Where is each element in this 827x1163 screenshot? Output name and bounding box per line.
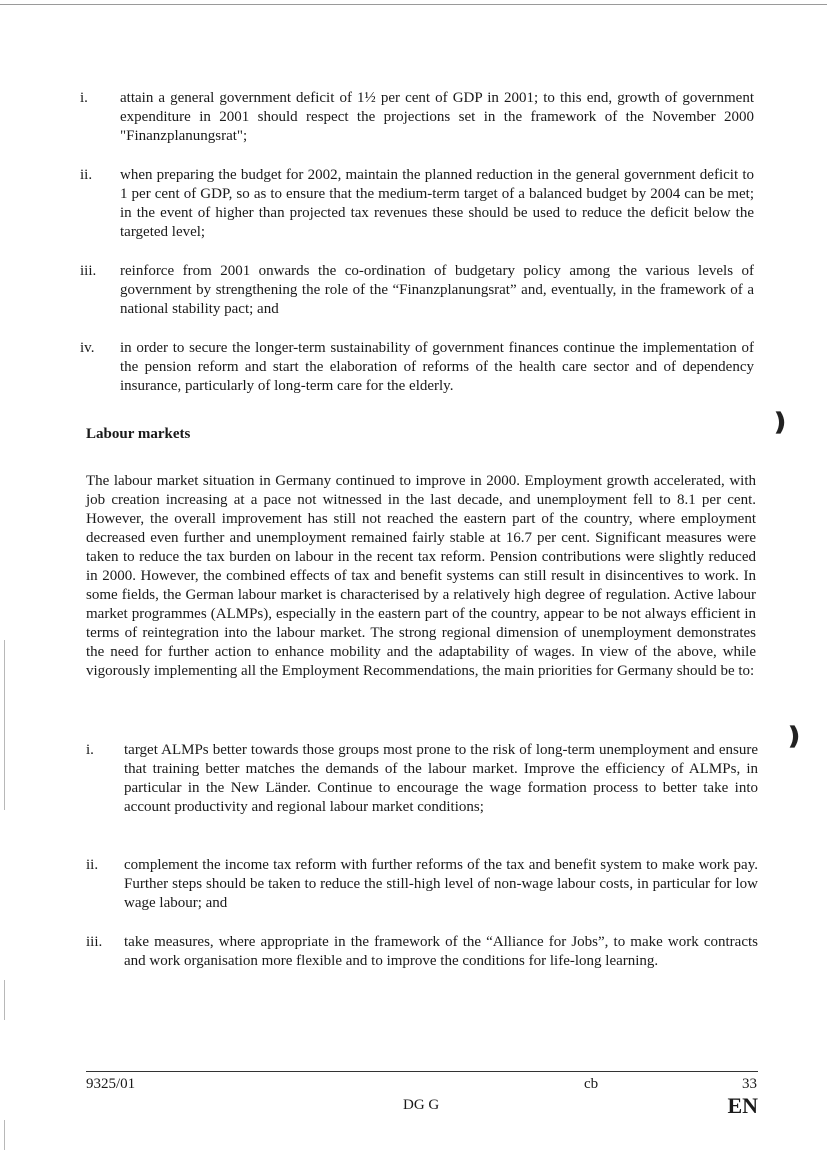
language-code: EN	[727, 1093, 758, 1118]
list-item-text: attain a general government deficit of 1½ per cent of GDP in 2001; to this end, growth of government expenditure in 2001 should respect the projections set in the framework of the November 2000 "Finanzplanungsrat";	[120, 90, 754, 144]
list-item	[86, 933, 758, 993]
list-item-number: ii.	[86, 857, 99, 873]
top-scan-rule	[0, 4, 827, 5]
list-item-number: i.	[80, 90, 88, 106]
list-item-number: i.	[86, 742, 94, 758]
body-paragraph: The labour market situation in Germany continued to improve in 2000. Employment growth accelerated, with job creation increasing at a pace not witnessed in the last decade, and unemployment fell to 8.1 per cent. However, the overall improvement has still not reached the eastern part of the country, where employment decreased even further and unemployment remained fairly stable at 16.7 per cent. Significant measures were taken to reduce the tax burden on labour in the recent tax reform. Pension contributions were slightly reduced in 2000. However, the combined effects of tax and benefit systems can still result in disincentives to work. In some fields, the German labour market is characterised by a relatively high degree of regulation. Active labour market programmes (ALMPs), especially in the eastern part of the country, appear to be not always efficient in terms of reintegration into the labour market. The strong regional dimension of unemployment demonstrates the need for further action to enhance mobility and the adaptability of wages. In view of the above, while vigorously implementing all the Employment Recommendations, the main priorities for Germany should be to:	[86, 473, 756, 679]
list-item-text: complement the income tax reform with further reforms of the tax and benefit system to make work pay. Further steps should be taken to reduce the still-high level of non-wage labour costs, in particular for low wage labour; and	[124, 857, 758, 911]
scan-edge-mark	[4, 1120, 5, 1150]
list-item-number: iv.	[80, 340, 95, 356]
list-item	[80, 166, 754, 244]
list-item-number: iii.	[86, 934, 103, 950]
document-code: 9325/01	[86, 1076, 136, 1092]
list-item-number: iii.	[80, 263, 97, 279]
section-heading: Labour markets	[86, 426, 191, 442]
margin-bracket-mark: ❫	[770, 410, 791, 436]
list-item	[80, 339, 754, 399]
list-item	[80, 89, 754, 149]
list-item-number: ii.	[80, 167, 93, 183]
list-item-text: reinforce from 2001 onwards the co-ordination of budgetary policy among the various levels of government by strengthening the role of the “Finanzplanungsrat” and, eventually, in the framework of a national stability pact; and	[120, 263, 754, 317]
list-item	[80, 262, 754, 322]
department-code: DG G	[403, 1097, 440, 1113]
scan-edge-mark	[4, 980, 5, 1020]
list-item	[86, 741, 758, 837]
list-item-text: in order to secure the longer-term sustainability of government finances continue the implementation of the pension reform and start the elaboration of reforms of the health care sector and of dependency insurance, particularly of long-term care for the elderly.	[120, 340, 754, 394]
list-item	[86, 856, 758, 916]
scan-edge-mark	[4, 640, 5, 810]
page-number: 33	[742, 1076, 757, 1092]
list-item-text: target ALMPs better towards those groups most prone to the risk of long-term unemployment and ensure that training better matches the demands of the labour market. Improve the efficiency of ALMPs, in particular in the New Länder. Continue to encourage the wage formation process to better take into account productivity and regional labour market conditions;	[124, 742, 758, 815]
list-item-text: when preparing the budget for 2002, maintain the planned reduction in the general government deficit to 1 per cent of GDP, so as to ensure that the medium-term target of a balanced budget by 2004 can be met; in the event of higher than projected tax revenues these should be used to reduce the deficit below the targeted level;	[120, 167, 754, 240]
list-item-text: take measures, where appropriate in the framework of the “Alliance for Jobs”, to make work contracts and work organisation more flexible and to improve the conditions for life-long learning.	[124, 934, 758, 969]
author-initials: cb	[584, 1076, 599, 1092]
margin-bracket-mark: ❫	[784, 724, 805, 750]
footer-rule	[86, 1071, 758, 1072]
